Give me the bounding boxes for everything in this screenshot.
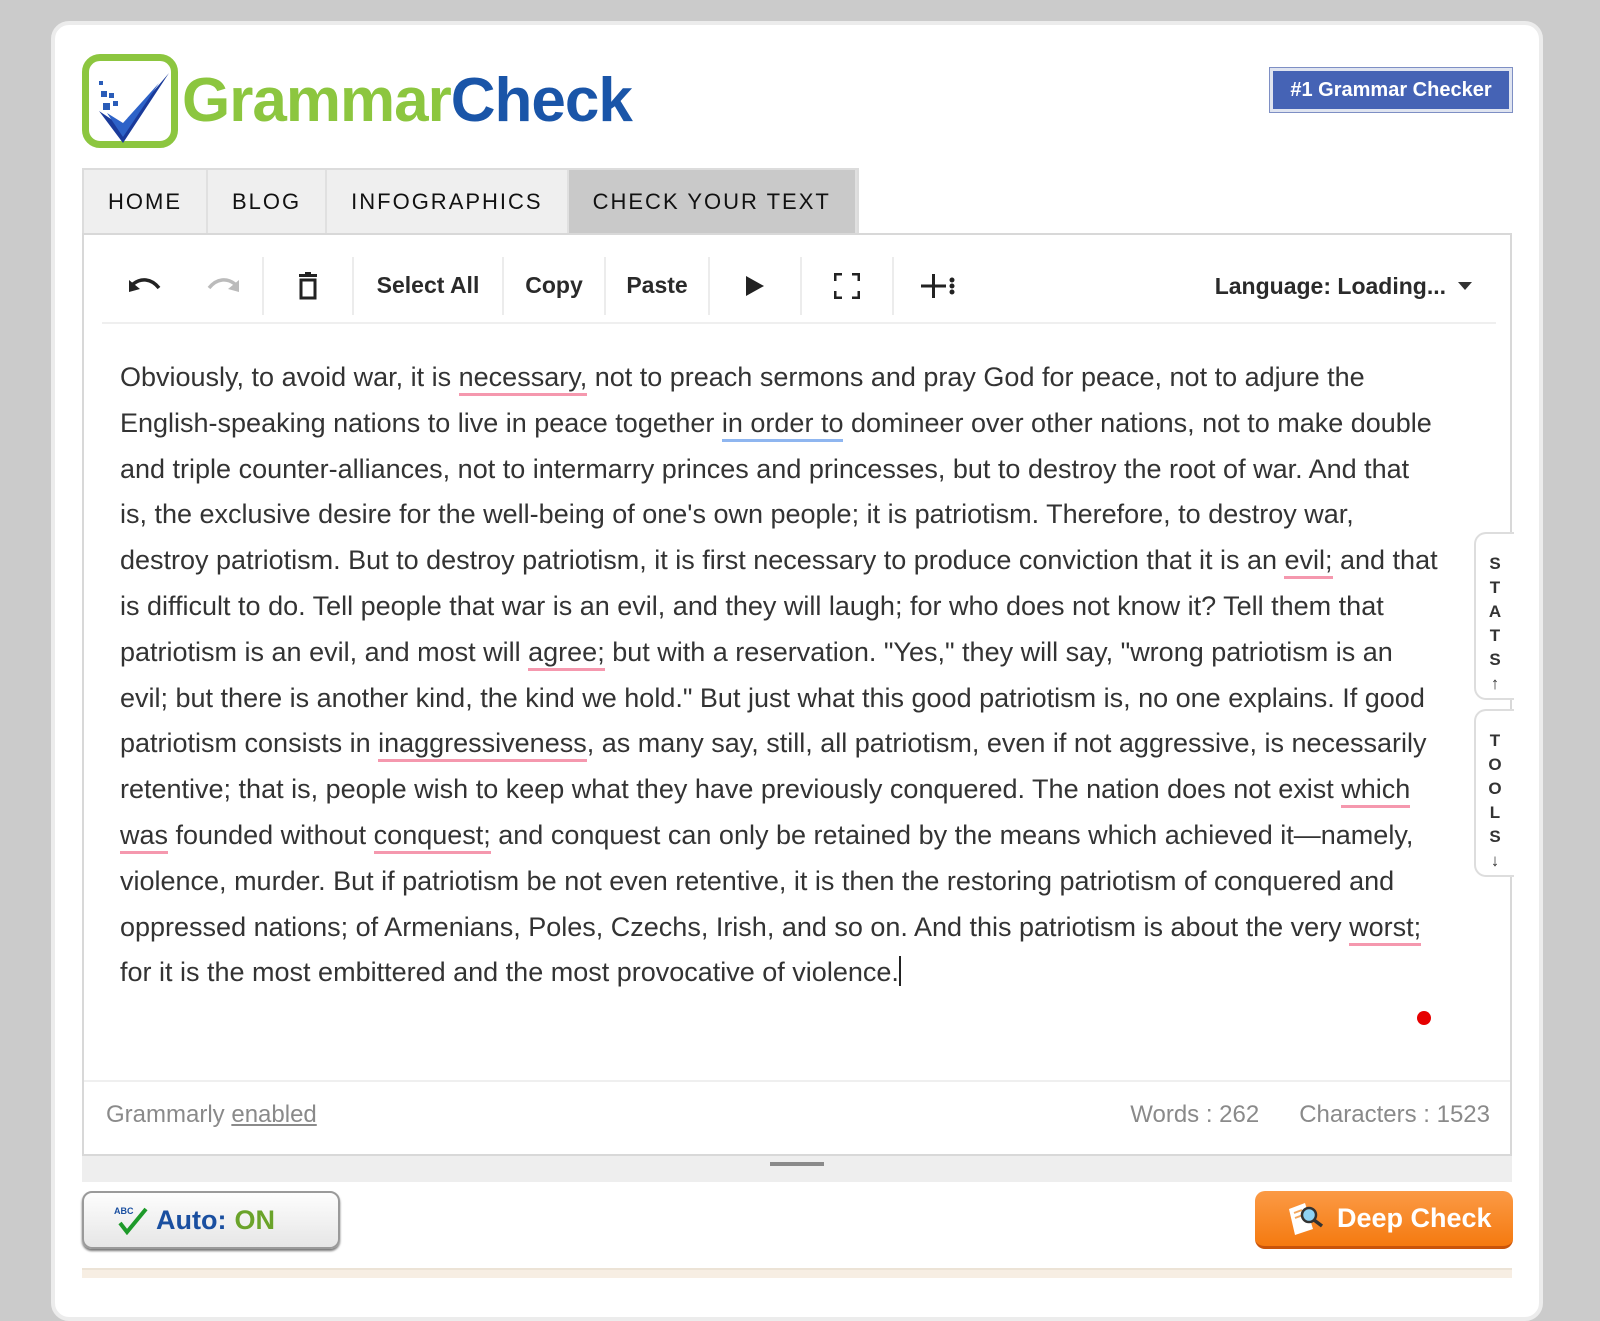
text-segment: , as many say, still, all patriotism, even if not aggressive, is necessarily retentive; that is, people wish to keep what they have previously conquered. The nation does not exist (120, 728, 1427, 805)
auto-label: Auto: (156, 1204, 227, 1235)
grammar-error-highlight[interactable]: worst; (1349, 912, 1421, 946)
word-count: Words : 262 (1130, 1101, 1260, 1128)
svg-text:ABC: ABC (114, 1206, 134, 1216)
check-run-button[interactable] (710, 256, 800, 316)
resize-handle[interactable] (770, 1162, 824, 1166)
tools-side-tab[interactable] (1474, 709, 1514, 877)
editor-resize-bar[interactable] (82, 1156, 1512, 1182)
text-counts (1130, 1101, 1490, 1129)
text-editor-area[interactable] (120, 355, 1440, 996)
language-label: Language: Loading... (1214, 272, 1446, 299)
grammar-error-highlight[interactable]: inaggressiveness (378, 728, 587, 762)
stats-tab-letter: S (1489, 650, 1501, 669)
tools-tab-letter: L (1489, 803, 1501, 822)
auto-check-toggle[interactable] (82, 1191, 340, 1249)
undo-button[interactable] (106, 256, 184, 316)
select-all-button[interactable]: Select All (376, 272, 480, 298)
stats-tab-letter: T (1489, 578, 1501, 597)
notice-strip (82, 1268, 1512, 1278)
text-cursor (899, 956, 901, 986)
style-suggestion-highlight[interactable]: in order to (722, 408, 844, 442)
paste-button[interactable]: Paste (626, 272, 688, 298)
nav-home[interactable]: HOME (84, 170, 208, 234)
text-segment: but with a reservation. "Yes," they will say, "wrong patriotism is an evil; but there is another kind, the kind we hold." But just what this good patriotism is, no one explains. If good patriotism consists in (120, 636, 1425, 759)
logo-check-icon (82, 54, 178, 148)
undo-icon (127, 276, 163, 296)
text-segment: not to preach sermons and pray God for peace, not to adjure the English-speaking nations to live in peace together (120, 362, 1365, 438)
text-segment: domineer over other nations, not to make double and triple counter-alliances, not to intermarry princes and princesses, but to destroy the root of war. And that is, the exclusive desire for the well-being of one's own people; it is patriotism. Therefore, to destroy war, destroy patriotism. But to destroy patriotism, it is first necessary to produce conviction that it is an (120, 407, 1432, 576)
stats-side-tab[interactable] (1474, 532, 1514, 700)
deep-check-button[interactable] (1255, 1191, 1513, 1249)
text-segment: for it is the most embittered and the most provocative of violence. (120, 957, 899, 988)
grammar-error-highlight[interactable]: evil; (1284, 545, 1332, 579)
character-count: Characters : 1523 (1299, 1101, 1490, 1128)
editor-toolbar (102, 249, 1496, 324)
insert-more-button[interactable] (894, 256, 984, 316)
stats-tab-letter: S (1489, 554, 1501, 573)
copy-button[interactable]: Copy (525, 272, 583, 298)
top-grammar-checker-badge[interactable]: #1 Grammar Checker (1270, 68, 1512, 112)
grammarly-status (106, 1101, 317, 1129)
plus-more-icon (921, 272, 957, 300)
auto-status: ON (234, 1204, 275, 1235)
fullscreen-button[interactable] (802, 256, 892, 316)
footer-divider (84, 1080, 1510, 1082)
fullscreen-icon (834, 273, 860, 299)
logo-text-grammar: Grammar (182, 66, 451, 135)
nav-infographics[interactable]: INFOGRAPHICS (327, 170, 568, 234)
play-icon (745, 275, 765, 297)
tools-tab-letter: T (1489, 731, 1501, 750)
status-indicator-dot (1417, 1011, 1431, 1025)
trash-icon (297, 272, 319, 300)
editor-panel (82, 233, 1512, 1156)
grammar-error-highlight[interactable]: which was (120, 774, 1410, 854)
caret-down-icon (1458, 282, 1472, 290)
text-segment: and that is difficult to do. Tell people that war is an evil, and they will laugh; for who does not know it? Tell them that patriotism is an evil, and most will (120, 545, 1438, 667)
text-segment: Obviously, to avoid war, it is (120, 362, 459, 392)
redo-button[interactable] (184, 256, 262, 316)
grammar-error-highlight[interactable]: agree; (528, 637, 605, 671)
tools-tab-letter: S (1489, 827, 1501, 846)
abc-check-icon (114, 1205, 148, 1235)
logo-text-check: Check (450, 66, 632, 135)
tools-tab-letter: O (1488, 755, 1502, 774)
grammar-error-highlight[interactable]: conquest; (374, 820, 491, 854)
grammarly-enabled-link[interactable]: enabled (231, 1101, 317, 1128)
redo-icon (205, 276, 241, 296)
clear-text-button[interactable] (264, 256, 352, 316)
text-segment: and conquest can only be retained by the means which achieved it—namely, violence, murder. But if patriotism be not even retentive, it is then the restoring patriotism of conquered and oppressed nations; of Armenians, Poles, Czechs, Irish, and so on. And this patriotism is about the very (120, 819, 1414, 942)
deep-check-label: Deep Check (1337, 1203, 1492, 1233)
arrow-up-icon: ↑ (1490, 674, 1500, 693)
nav-blog[interactable]: BLOG (208, 170, 327, 234)
grammar-error-highlight[interactable]: necessary, (459, 362, 588, 396)
grammarly-label: Grammarly (106, 1101, 225, 1128)
main-nav (82, 168, 859, 234)
document-magnifier-icon (1285, 1201, 1325, 1237)
logo[interactable] (82, 54, 632, 148)
stats-tab-letter: A (1488, 602, 1502, 621)
text-segment: founded without (168, 819, 374, 850)
language-dropdown[interactable] (1215, 261, 1472, 311)
arrow-down-icon: ↓ (1490, 851, 1500, 870)
stats-tab-letter: T (1489, 626, 1501, 645)
tools-tab-letter: O (1488, 779, 1502, 798)
nav-check-your-text[interactable]: CHECK YOUR TEXT (569, 170, 857, 234)
